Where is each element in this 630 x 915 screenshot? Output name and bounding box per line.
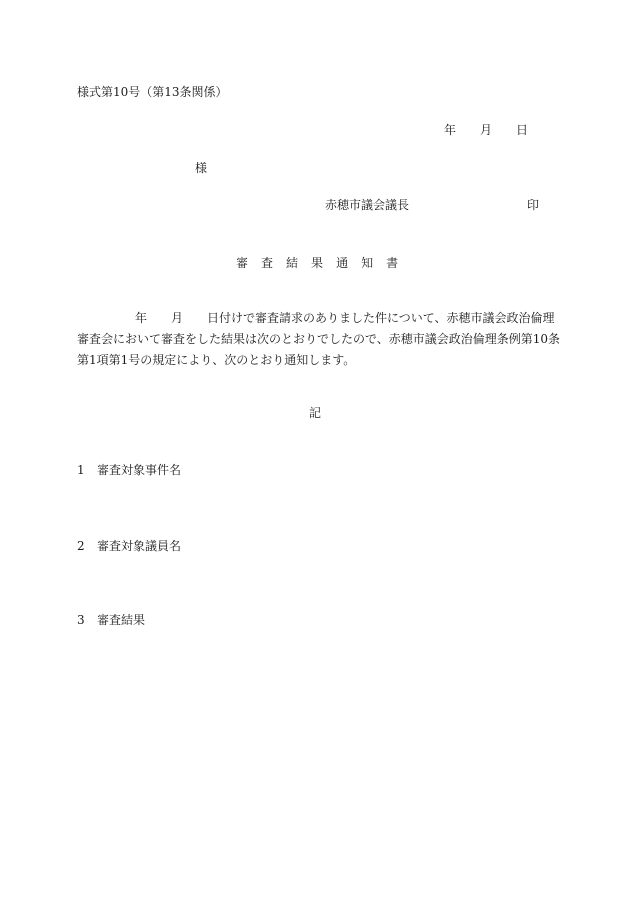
body-line-1-text: 日付けで審査請求のありました件について、赤穂市議会政治倫理 [207, 311, 555, 325]
document-title [236, 255, 411, 271]
title-char: 果 [311, 256, 324, 270]
title-char: 結 [286, 256, 299, 270]
item-number: 3 [77, 613, 85, 627]
list-item [77, 538, 181, 554]
title-char: 通 [336, 256, 349, 270]
item-number: 2 [77, 539, 85, 553]
body-year-label: 年 [135, 311, 148, 325]
addressee-suffix: 様 [195, 161, 208, 175]
date-year-label: 年 [444, 123, 457, 137]
body-month-label: 月 [171, 311, 184, 325]
sender-name: 赤穂市議会議長 [325, 198, 410, 212]
list-item [77, 612, 145, 628]
form-number: 様式第10号（第13条関係） [77, 85, 228, 99]
title-char: 審 [236, 256, 249, 270]
ki-heading: 記 [309, 406, 322, 420]
title-char: 知 [361, 256, 374, 270]
date-month-label: 月 [480, 123, 493, 137]
body-line-2: 審査会において審査をした結果は次のとおりでしたので、赤穂市議会政治倫理条例第10条 [77, 332, 561, 346]
item-label: 審査対象事件名 [97, 463, 182, 477]
body-line-3: 第1項第1号の規定により、次のとおり通知します。 [77, 353, 356, 367]
title-char: 査 [261, 256, 274, 270]
title-char: 書 [386, 256, 399, 270]
item-label: 審査結果 [97, 613, 146, 627]
date-day-label: 日 [516, 123, 529, 137]
date-line [444, 122, 528, 138]
body-paragraph [77, 308, 561, 371]
item-number: 1 [77, 463, 85, 477]
seal-mark: 印 [527, 198, 540, 212]
list-item [77, 462, 181, 478]
body-line-1 [77, 308, 557, 329]
item-label: 審査対象議員名 [97, 539, 182, 553]
